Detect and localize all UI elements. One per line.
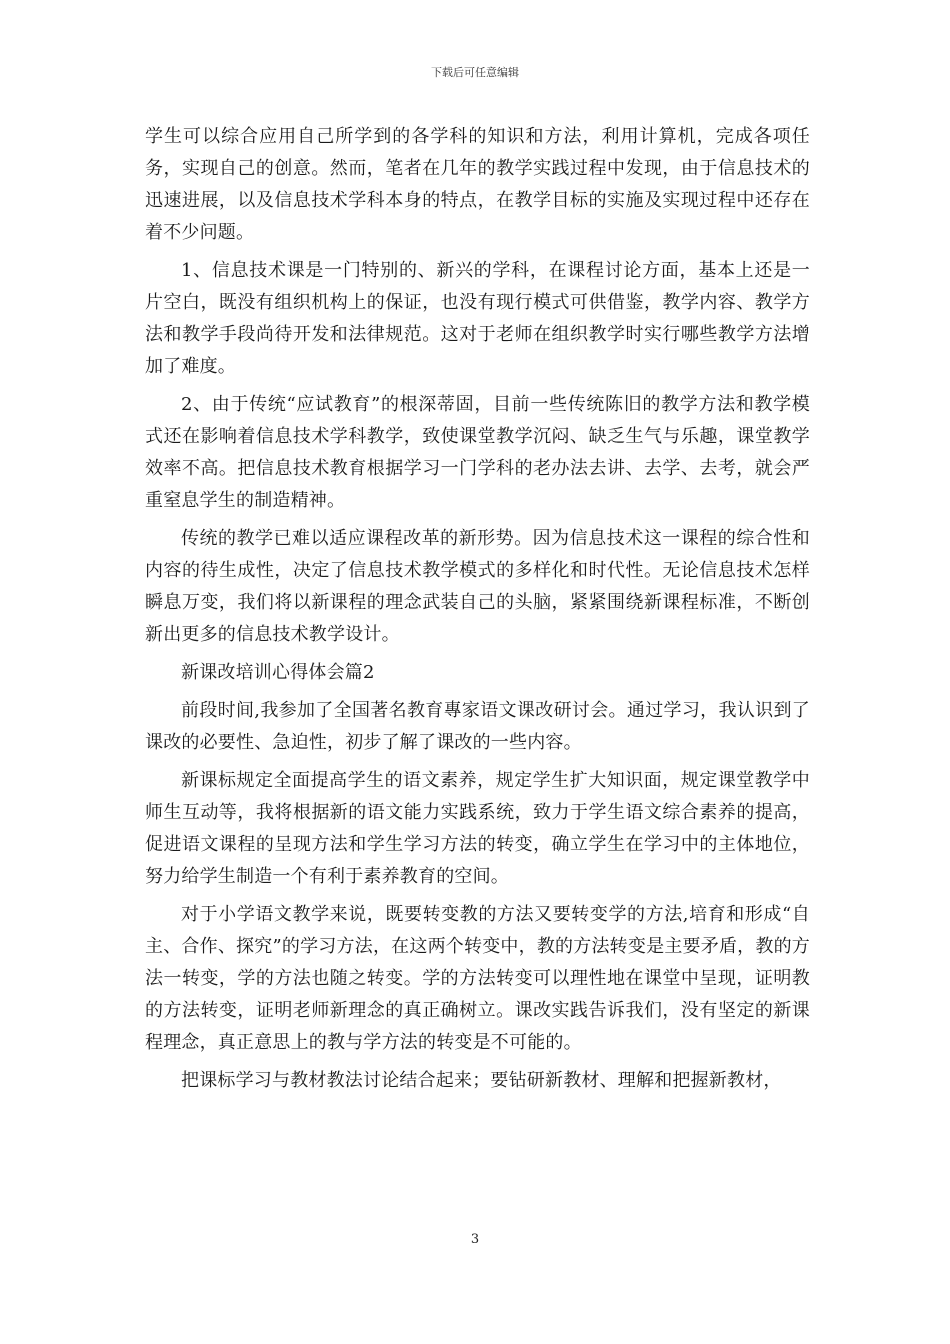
document-body (145, 121, 810, 1103)
paragraph-5: 前段时间,我参加了全国著名教育專家语文课改研讨会。通过学习，我认识到了课改的必要性、急迫性，初步了解了课改的一些内容。 (145, 700, 810, 753)
page-header: 下载后可任意编辑 (431, 66, 519, 79)
paragraph-8: 把课标学习与教材教法讨论结合起来；要钻研新教材、理解和把握新教材， (181, 1070, 782, 1091)
paragraph-6: 新课标规定全面提高学生的语文素养，规定学生扩大知识面，规定课堂教学中师生互动等，我将根据新的语文能力实践系统，致力于学生语文综合素养的提高，促进语文课程的呈现方法和学生学习方法的转变，确立学生在学习中的主体地位，努力给学生制造一个有利于素养教育的空间。 (145, 770, 810, 887)
paragraph-3: 2、由于传统“应试教育”的根深蒂固，目前一些传统陈旧的教学方法和教学模式还在影响着信息技术学科教学，致使课堂教学沉闷、缺乏生气与乐趣，课堂教学效率不高。把信息技术教育根据学习一门学科的老办法去讲、去学、去考，就会严重窒息学生的制造精神。 (145, 394, 810, 511)
section-heading: 新课改培训心得体会篇2 (181, 662, 375, 683)
paragraph-1: 学生可以综合应用自己所学到的各学科的知识和方法，利用计算机，完成各项任务，实现自己的创意。然而，笔者在几年的教学实践过程中发现，由于信息技术的迅速进展，以及信息技术学科本身的特点，在教学目标的实施及实现过程中还存在着不少问题。 (145, 126, 810, 243)
page-number: 3 (470, 1232, 480, 1247)
paragraph-7: 对于小学语文教学来说，既要转变教的方法又要转变学的方法,培育和形成“自主、合作、探究”的学习方法，在这两个转变中，教的方法转变是主要矛盾，教的方法一转变，学的方法也随之转变。学的方法转变可以理性地在课堂中呈现，证明教的方法转变，证明老师新理念的真正确树立。课改实践告诉我们，没有坚定的新课程理念，真正意思上的教与学方法的转变是不可能的。 (145, 904, 810, 1053)
paragraph-4: 传统的教学已难以适应课程改革的新形势。因为信息技术这一课程的综合性和内容的待生成性，决定了信息技术教学模式的多样化和时代性。无论信息技术怎样瞬息万变，我们将以新课程的理念武装自己的头脑，紧紧围绕新课程标准，不断创新出更多的信息技术教学设计。 (145, 528, 810, 645)
paragraph-2: 1、信息技术课是一门特别的、新兴的学科，在课程讨论方面，基本上还是一片空白，既没有组织机构上的保证，也没有现行模式可供借鉴，教学内容、教学方法和教学手段尚待开发和法律规范。这对于老师在组织教学时实行哪些教学方法增加了难度。 (145, 260, 810, 377)
